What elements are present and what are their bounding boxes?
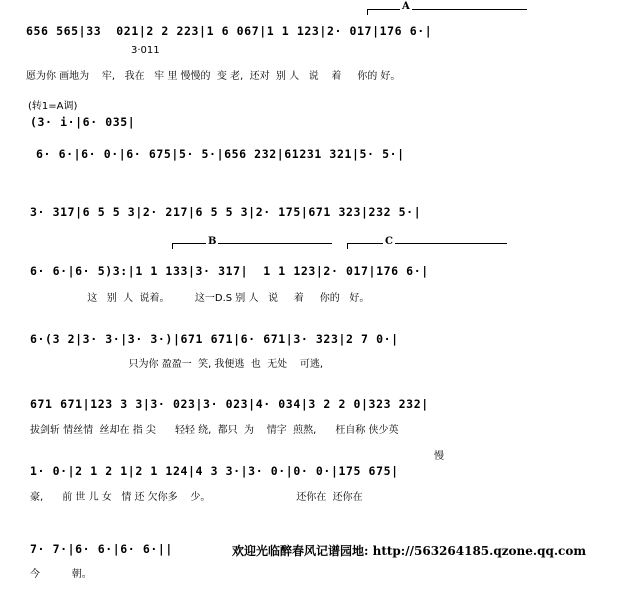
section-b-bar (172, 243, 332, 244)
key-change-label: (转1=A调) (28, 101, 78, 112)
score-row-8-notes: 7· 7·|6· 6·|6· 6·|| (30, 542, 173, 556)
score-row-4-notes: 6· 6·|6· 5)3:|1 1 133|3· 317| 1 1 123|2· 017|176 6·| (30, 264, 429, 278)
score-row-1-lyrics: 愿为你 画地为 牢, 我在 牢 里 慢慢的 变 老, 还对 别 人 说 着 你的 好。 (26, 71, 401, 82)
score-row-7-lyrics: 豪, 前 世 儿 女 情 还 欠你多 少。 还你在 还你在 (30, 492, 363, 503)
score-row-3-notes: 3· 317|6 5 5 3|2· 217|6 5 5 3|2· 175|671 323|232 5·| (30, 205, 422, 219)
score-row-1-sub: 3·011 (131, 45, 160, 56)
section-b-label: B (208, 236, 217, 247)
score-row-2-notes: 6· 6·|6· 0·|6· 675|5· 5·|656 232|61231 321|5· 5·| (36, 147, 405, 161)
score-row-8-lyrics: 今 朝。 (30, 569, 92, 580)
score-row-7-notes: 1· 0·|2 1 2 1|2 1 124|4 3 3·|3· 0·|0· 0·|175 675| (30, 464, 399, 478)
score-row-5-lyrics: 只为你 盈盈一 笑, 我便逃 也 无处 可逃, (30, 359, 324, 370)
section-a-bar (367, 9, 527, 10)
score-row-5-notes: 6·(3 2|3· 3·|3· 3·)|671 671|6· 671|3· 323|2 7 0·| (30, 332, 399, 346)
intro-notes: (3· i·|6· 035| (30, 115, 136, 129)
score-row-1-notes: 656 565|33 021|2 2 223|1 6 067|1 1 123|2· 017|176 6·| (26, 24, 433, 38)
score-row-4-lyrics: 这 别 人 说着。 这一D.S 别 人 说 着 你的 好。 (30, 293, 370, 304)
section-a-label: A (402, 1, 410, 12)
section-c-bar (347, 243, 507, 244)
section-c-label: C (385, 236, 393, 247)
site-footer-text: 欢迎光临醉春风记谱园地: http://563264185.qzone.qq.com (232, 544, 587, 558)
score-row-6-lyrics: 拔剑斩 情丝情 丝却在 指 尖 轻轻 绕, 都只 为 情字 煎熬, 枉自称 侠少英 (30, 425, 399, 436)
score-row-6-notes: 671 671|123 3 3|3· 023|3· 023|4· 034|3 2 2 0|323 232| (30, 397, 429, 411)
slow-tempo-mark: 慢 (434, 451, 444, 462)
